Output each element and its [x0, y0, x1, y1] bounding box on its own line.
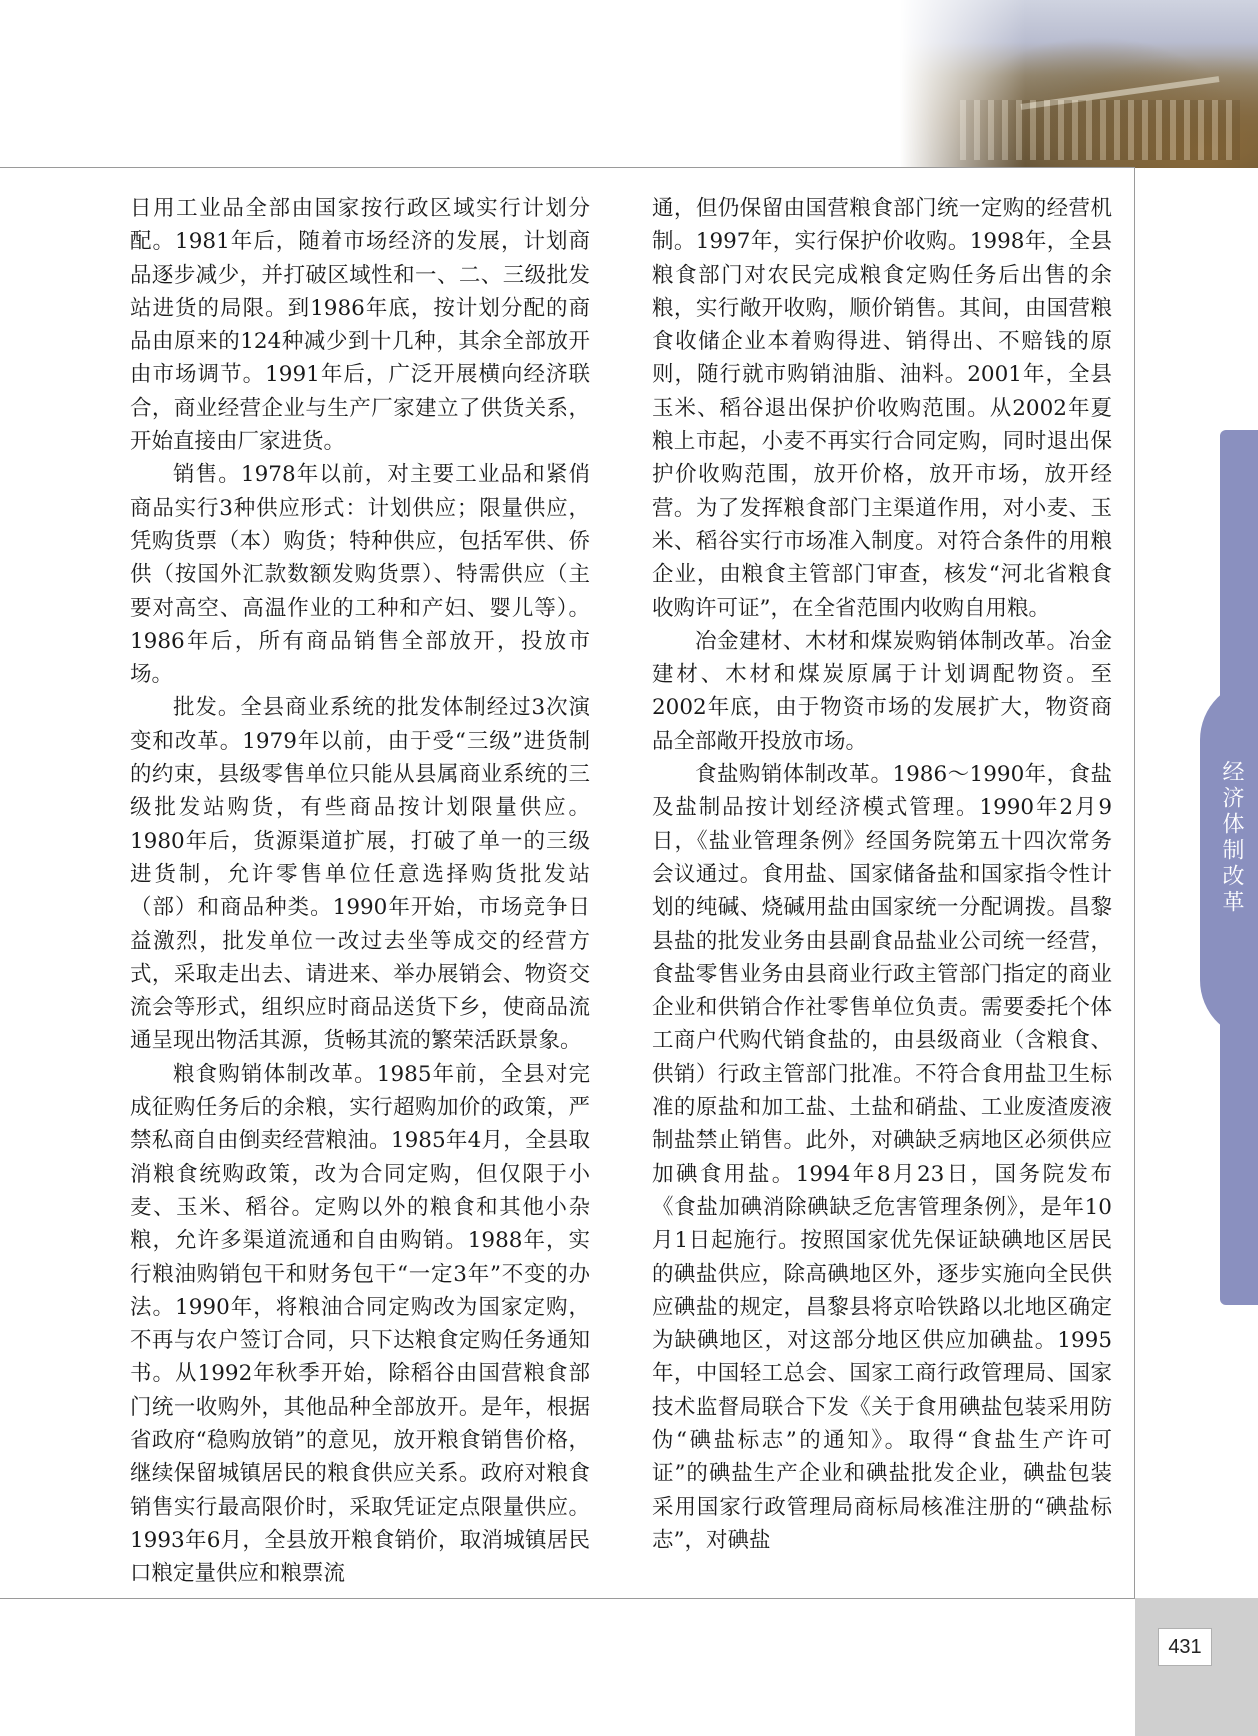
right-text-column — [652, 192, 1112, 1557]
footer-rule — [0, 1598, 1135, 1599]
paragraph: 冶金建材、木材和煤炭购销体制改革。冶金建材、木材和煤炭原属于计划调配物资。至2002年底，由于物资市场的发展扩大，物资商品全部敞开投放市场。 — [652, 628, 1112, 754]
header-landscape-photo — [900, 0, 1258, 168]
left-text-column — [130, 192, 590, 1590]
header-rule — [0, 167, 1135, 168]
paragraph: 食盐购销体制改革。1986～1990年，食盐及盐制品按计划经济模式管理。1990年2月9日，《盐业管理条例》经国务院第五十四次常务会议通过。食用盐、国家储备盐和国家指令性计划的纯碱、烧碱用盐由国家统一分配调拨。昌黎县盐的批发业务由县副食品盐业公司统一经营，食盐零售业务由县商业行政主管部门指定的商业企业和供销合作社零售单位负责。需要委托个体工商户代购代销食盐的，由县级商业（含粮食、供销）行政主管部门批准。不符合食用盐卫生标准的原盐和加工盐、土盐和硝盐、工业废渣废液制盐禁止销售。此外，对碘缺乏病地区必须供应加碘食用盐。1994年8月23日，国务院发布《食盐加碘消除碘缺乏危害管理条例》，是年10月1日起施行。按照国家优先保证缺碘地区居民的碘盐供应，除高碘地区外，逐步实施向全民供应碘盐的规定，昌黎县将京哈铁路以北地区确定为缺碘地区，对这部分地区供应加碘盐。1995年，中国轻工总会、国家工商行政管理局、国家技术监督局联合下发《关于食用碘盐包装采用防伪“碘盐标志”的通知》。取得“食盐生产许可证”的碘盐生产企业和碘盐批发企业，碘盐包装采用国家行政管理局商标局核准注册的“碘盐标志”，对碘盐 — [652, 762, 1112, 1553]
photo-rooftops — [960, 100, 1240, 160]
paragraph: 批发。全县商业系统的批发体制经过3次演变和改革。1979年以前，由于受“三级”进货制的约束，县级零售单位只能从县属商业系统的三级批发站购货，有些商品按计划限量供应。1980年后，货源渠道扩展，打破了单一的三级进货制，允许零售单位任意选择购货批发站（部）和商品种类。1990年开始，市场竞争日益激烈，批发单位一改过去坐等成交的经营方式，采取走出去、请进来、举办展销会、物资交流会等形式，组织应时商品送货下乡，使商品流通呈现出物活其源，货畅其流的繁荣活跃景象。 — [130, 695, 590, 1054]
section-tab-label: 经济体制改革 — [1219, 760, 1244, 916]
footer-gray-block — [1135, 1598, 1258, 1736]
paragraph: 粮食购销体制改革。1985年前，全县对完成征购任务后的余粮，实行超购加价的政策，严禁私商自由倒卖经营粮油。1985年4月，全县取消粮食统购政策，改为合同定购，但仅限于小麦、玉米、稻谷。定购以外的粮食和其他小杂粮，允许多渠道流通和自由购销。1988年，实行粮油购销包干和财务包干“一定3年”不变的办法。1990年，将粮油合同定购改为国家定购，不再与农户签订合同，只下达粮食定购任务通知书。从1992年秋季开始，除稻谷由国营粮食部门统一收购外，其他品种全部放开。是年，根据省政府“稳购放销”的意见，放开粮食销售价格，继续保留城镇居民的粮食供应关系。政府对粮食销售实行最高限价时，采取凭证定点限量供应。1993年6月，全县放开粮食销价，取消城镇居民口粮定量供应和粮票流 — [130, 1061, 590, 1587]
paragraph: 通，但仍保留由国营粮食部门统一定购的经营机制。1997年，实行保护价收购。1998年，全县粮食部门对农民完成粮食定购任务后出售的余粮，实行敞开收购，顺价销售。其间，由国营粮食收储企业本着购得进、销得出、不赔钱的原则，随行就市购销油脂、油料。2001年，全县玉米、稻谷退出保护价收购范围。从2002年夏粮上市起，小麦不再实行合同定购，同时退出保护价收购范围，放开价格，放开市场，放开经营。为了发挥粮食部门主渠道作用，对小麦、玉米、稻谷实行市场准入制度。对符合条件的用粮企业，由粮食主管部门审查，核发“河北省粮食收购许可证”，在全省范围内收购自用粮。 — [652, 196, 1112, 621]
paragraph: 销售。1978年以前，对主要工业品和紧俏商品实行3种供应形式：计划供应；限量供应，凭购货票（本）购货；特种供应，包括军供、侨供（按国外汇款数额发购货票）、特需供应（主要对高空、高温作业的工种和产妇、婴儿等）。1986年后，所有商品销售全部放开，投放市场。 — [130, 462, 590, 688]
page-number: 431 — [1158, 1628, 1212, 1666]
paragraph: 日用工业品全部由国家按行政区域实行计划分配。1981年后，随着市场经济的发展，计划商品逐步减少，并打破区域性和一、二、三级批发站进货的局限。到1986年底，按计划分配的商品由原来的124种减少到十几种，其余全部放开由市场调节。1991年后，广泛开展横向经济联合，商业经营企业与生产厂家建立了供货关系，开始直接由厂家进货。 — [130, 196, 590, 455]
content-frame-right-rule — [1134, 167, 1135, 1599]
